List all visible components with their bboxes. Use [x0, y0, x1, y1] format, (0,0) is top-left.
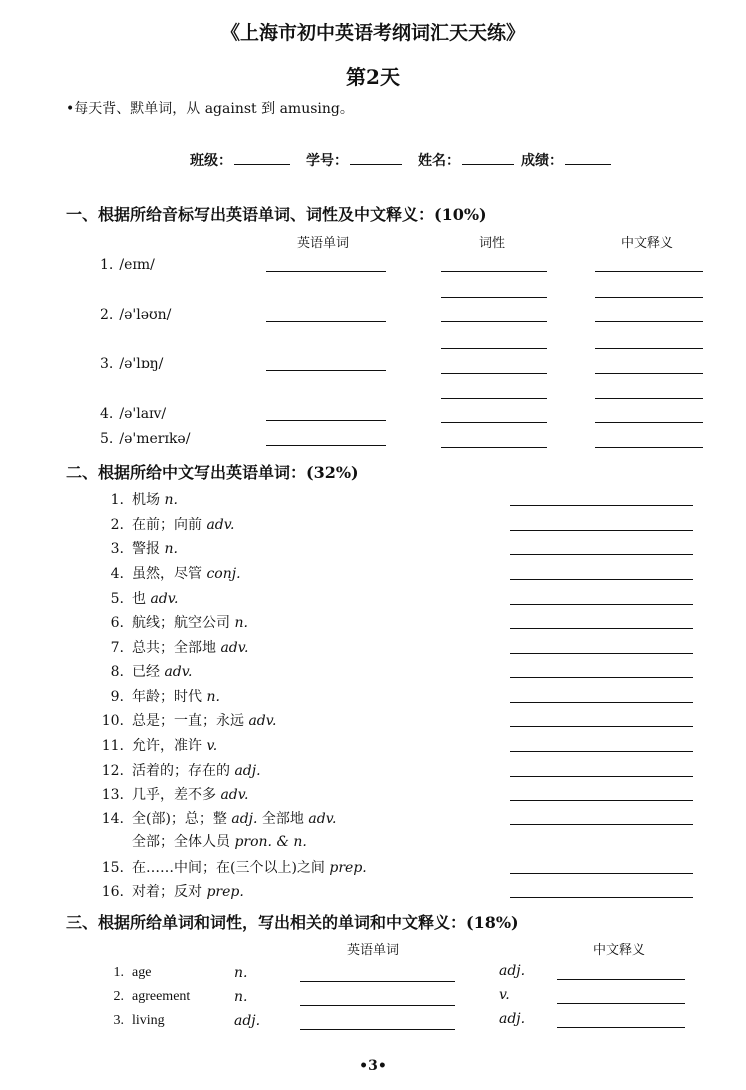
section1-item: [100, 431, 190, 447]
item-number: 3.: [110, 541, 124, 557]
section2-item: [100, 661, 192, 681]
part-of-speech-blank[interactable]: [441, 373, 547, 374]
item-number: 12.: [101, 763, 124, 779]
section1-item: [100, 307, 171, 323]
item-number: 9.: [110, 689, 124, 705]
item-part-of-speech: prep.: [206, 884, 244, 900]
item-part-of-speech: adv.: [220, 640, 249, 656]
target-part-of-speech: adj.: [499, 963, 526, 979]
item-number: 5.: [100, 431, 114, 447]
day-heading: 第2天: [346, 65, 400, 89]
item-number: 2.: [100, 307, 114, 323]
section2-item: [100, 784, 248, 804]
class-field[interactable]: [190, 150, 290, 170]
item-number: 8.: [110, 664, 124, 680]
section2-item: [100, 563, 241, 583]
chinese-meaning-blank[interactable]: [595, 373, 703, 374]
item-part-of-speech: adv.: [164, 664, 193, 680]
item-number: 3.: [100, 356, 114, 372]
item-chinese: 航线；航空公司: [132, 615, 235, 631]
chinese-meaning-blank[interactable]: [557, 1027, 685, 1028]
item-part-of-speech: v.: [206, 738, 218, 754]
section2-item: [100, 637, 248, 657]
student-no-field[interactable]: [306, 150, 402, 170]
answer-blank[interactable]: [510, 702, 693, 703]
item-chinese: 允许，准许: [132, 738, 207, 754]
part-of-speech-blank[interactable]: [441, 422, 547, 423]
item-part-of-speech: n.: [234, 989, 248, 1005]
item-chinese: 在……中间；在(三个以上)之间: [132, 860, 330, 876]
student-no-label: 学号：: [306, 153, 348, 169]
answer-blank[interactable]: [510, 554, 693, 555]
english-word-blank[interactable]: [300, 1029, 455, 1030]
part-of-speech-blank[interactable]: [441, 447, 547, 448]
worksheet-title: 《上海市初中英语考纲词汇天天练》: [220, 22, 525, 44]
item-number: 7.: [110, 640, 124, 656]
english-word-blank[interactable]: [300, 981, 455, 982]
target-part-of-speech: adj.: [499, 1011, 526, 1027]
item-part-of-speech: adj.: [234, 1013, 261, 1029]
item-chinese: 也: [132, 591, 151, 607]
item-phonetic: /ə'ləʊn/: [119, 307, 172, 323]
item-number: 3.: [113, 1013, 124, 1028]
answer-blank[interactable]: [510, 800, 693, 801]
section1-item: [100, 356, 163, 372]
part-of-speech-blank[interactable]: [441, 398, 547, 399]
chinese-meaning-blank[interactable]: [595, 271, 703, 272]
item-part-of-speech-2: adv.: [308, 811, 337, 827]
chinese-meaning-blank[interactable]: [595, 422, 703, 423]
item-word: agreement: [132, 989, 191, 1004]
item-number: 6.: [110, 615, 124, 631]
english-word-blank[interactable]: [266, 370, 386, 371]
section2-item: [100, 686, 220, 706]
chinese-meaning-blank[interactable]: [595, 348, 703, 349]
answer-blank[interactable]: [510, 628, 693, 629]
target-part-of-speech: v.: [499, 987, 510, 1003]
name-label: 姓名：: [418, 153, 460, 169]
answer-blank[interactable]: [510, 897, 693, 898]
item-part-of-speech: pron. & n.: [234, 834, 307, 850]
section2-item: [100, 808, 336, 828]
section2-item: [100, 489, 178, 509]
item-phonetic: /ə'merɪkə/: [119, 431, 191, 447]
item-part-of-speech: adv.: [220, 787, 249, 803]
item-phonetic: /ə'lɒŋ/: [119, 356, 164, 372]
score-label: 成绩：: [521, 153, 563, 169]
item-chinese: 年龄；时代: [132, 689, 207, 705]
item-part-of-speech: n.: [234, 615, 248, 631]
item-part-of-speech: adv.: [150, 591, 179, 607]
item-word: age: [132, 965, 152, 980]
item-number: 5.: [110, 591, 124, 607]
page-number: •3•: [359, 1058, 387, 1074]
item-chinese: 总共；全部地: [132, 640, 221, 656]
answer-blank[interactable]: [510, 579, 693, 580]
item-chinese: 警报: [132, 541, 165, 557]
answer-blank[interactable]: [510, 653, 693, 654]
item-part-of-speech: prep.: [329, 860, 367, 876]
item-chinese: 几乎，差不多: [132, 787, 221, 803]
section2-item: [100, 857, 367, 877]
english-word-blank[interactable]: [266, 445, 386, 446]
answer-blank[interactable]: [510, 824, 693, 825]
item-chinese: 活着的；存在的: [132, 763, 235, 779]
item-part-of-speech: adj.: [231, 811, 258, 827]
chinese-meaning-blank[interactable]: [595, 398, 703, 399]
item-part-of-speech: n.: [234, 965, 248, 981]
section1-col-meaning: 中文释义: [621, 236, 674, 251]
section2-heading: 二、根据所给中文写出英语单词：(32%): [66, 463, 359, 482]
name-field[interactable]: [418, 150, 514, 170]
part-of-speech-blank[interactable]: [441, 271, 547, 272]
section2-item: [100, 710, 276, 730]
section1-col-word: 英语单词: [297, 236, 350, 251]
section2-item: [100, 514, 234, 534]
answer-blank[interactable]: [510, 751, 693, 752]
section3-heading: 三、根据所给单词和词性，写出相关的单词和中文释义：(18%): [66, 913, 519, 932]
item-number: 15.: [101, 860, 124, 876]
section1-heading: 一、根据所给音标写出英语单词、词性及中文释义：(10%): [66, 205, 487, 224]
item-part-of-speech: n.: [206, 689, 220, 705]
chinese-meaning-blank[interactable]: [595, 297, 703, 298]
answer-blank[interactable]: [510, 530, 693, 531]
english-word-blank[interactable]: [266, 321, 386, 322]
answer-blank[interactable]: [510, 776, 693, 777]
section2-item: [100, 735, 217, 755]
item-chinese: 虽然，尽管: [132, 566, 207, 582]
item-chinese: 全(部)；总；整: [132, 811, 232, 827]
item-number: 13.: [101, 787, 124, 803]
item-number: 4.: [100, 406, 114, 422]
item-chinese: 总是；一直；永远: [132, 713, 249, 729]
item-phonetic: /eɪm/: [119, 257, 155, 273]
item-number: 10.: [101, 713, 124, 729]
section2-item: [100, 831, 307, 851]
intro-text: •每天背、默单词，从 against 到 amusing。: [66, 101, 354, 117]
section3-item: [100, 989, 190, 1005]
chinese-meaning-blank[interactable]: [557, 979, 685, 980]
item-chinese: 机场: [132, 492, 165, 508]
section3-item: [100, 1013, 165, 1029]
item-number: 2.: [113, 989, 124, 1004]
section2-item: [100, 760, 261, 780]
item-part-of-speech: adj.: [234, 763, 261, 779]
section2-item: [100, 881, 244, 901]
section3-col-word: 英语单词: [347, 943, 400, 958]
score-field[interactable]: [521, 150, 611, 170]
english-word-blank[interactable]: [266, 271, 386, 272]
item-number: 4.: [110, 566, 124, 582]
chinese-meaning-blank[interactable]: [595, 447, 703, 448]
item-chinese: 全部；全体人员: [132, 834, 235, 850]
item-chinese: 在前；向前: [132, 517, 207, 533]
item-chinese-2: 全部地: [257, 811, 309, 827]
answer-blank[interactable]: [510, 726, 693, 727]
item-part-of-speech: adv.: [206, 517, 235, 533]
item-word: living: [132, 1013, 165, 1028]
item-part-of-speech: n.: [164, 492, 178, 508]
item-part-of-speech: n.: [164, 541, 178, 557]
item-number: 1.: [113, 965, 124, 980]
section3-col-meaning: 中文释义: [593, 943, 646, 958]
section2-item: [100, 612, 248, 632]
chinese-meaning-blank[interactable]: [595, 321, 703, 322]
answer-blank[interactable]: [510, 505, 693, 506]
section2-item: [100, 588, 178, 608]
item-number: 11.: [101, 738, 124, 754]
english-word-blank[interactable]: [300, 1005, 455, 1006]
answer-blank[interactable]: [510, 677, 693, 678]
chinese-meaning-blank[interactable]: [557, 1003, 685, 1004]
item-phonetic: /ə'laɪv/: [119, 406, 167, 422]
answer-blank[interactable]: [510, 873, 693, 874]
section1-col-pos: 词性: [479, 236, 506, 251]
class-label: 班级：: [190, 153, 232, 169]
item-chinese: 对着；反对: [132, 884, 207, 900]
part-of-speech-blank[interactable]: [441, 297, 547, 298]
answer-blank[interactable]: [510, 604, 693, 605]
part-of-speech-blank[interactable]: [441, 348, 547, 349]
section2-item: [100, 538, 178, 558]
section1-item: [100, 406, 166, 422]
item-number: 16.: [101, 884, 124, 900]
item-chinese: 已经: [132, 664, 165, 680]
section1-item: [100, 257, 155, 273]
item-number: 1.: [110, 492, 124, 508]
item-part-of-speech: adv.: [248, 713, 277, 729]
part-of-speech-blank[interactable]: [441, 321, 547, 322]
english-word-blank[interactable]: [266, 420, 386, 421]
section3-item: [100, 965, 151, 981]
item-number: 14.: [101, 811, 124, 827]
item-part-of-speech: conj.: [206, 566, 241, 582]
item-number: 1.: [100, 257, 114, 273]
item-number: 2.: [110, 517, 124, 533]
